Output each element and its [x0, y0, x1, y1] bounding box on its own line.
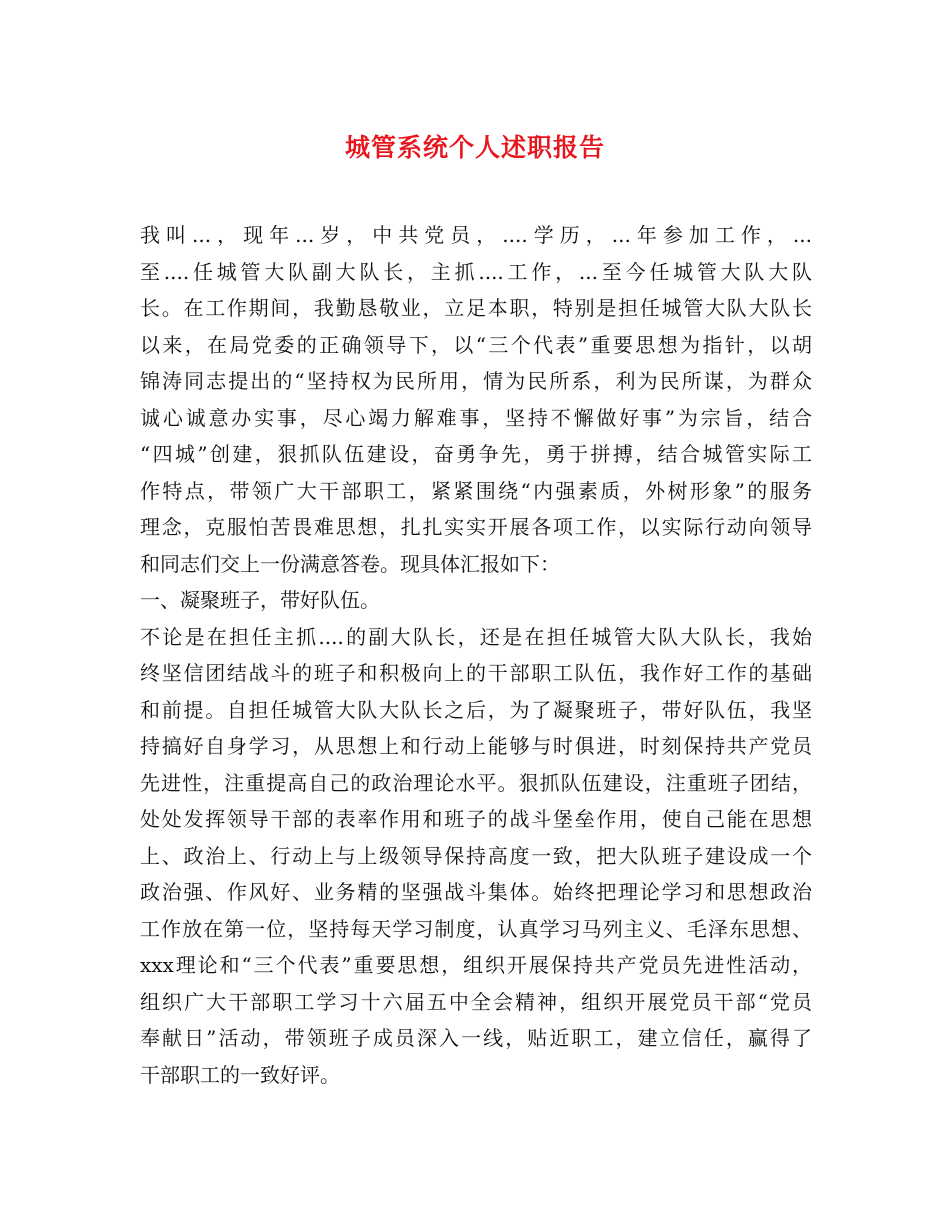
body-line: 先进性，注重提高自己的政治理论水平。狠抓队伍建设，注重班子团结，: [140, 770, 812, 795]
body-line: 和同志们交上一份满意答卷。现具体汇报如下：: [140, 551, 560, 576]
body-line: 一、凝聚班子，带好队伍。: [140, 588, 380, 612]
document-title: 城管系统个人述职报告: [344, 133, 605, 162]
body-line: 终坚信团结战斗的班子和积极向上的干部职工队伍，我作好工作的基础: [140, 661, 812, 685]
body-line: 干部职工的一致好评。: [140, 1062, 340, 1087]
body-line: 奉献日”活动，带领班子成员深入一线，贴近职工，建立信任，赢得了: [140, 1026, 812, 1050]
body-line: 政治强、作风好、业务精的坚强战斗集体。始终把理论学习和思想政治: [140, 880, 812, 904]
body-line: 持搞好自身学习，从思想上和行动上能够与时俱进，时刻保持共产党员: [140, 734, 812, 758]
body-line: xxx理论和“三个代表”重要思想，组织开展保持共产党员先进性活动，: [140, 953, 812, 977]
body-line: “四城”创建，狠抓队伍建设，奋勇争先，勇于拼搏，结合城管实际工: [140, 442, 812, 466]
body-line: 以来，在局党委的正确领导下，以“三个代表”重要思想为指针，以胡: [140, 332, 812, 357]
body-line: 至....任城管大队副大队长，主抓....工作，...至今任城管大队大队: [140, 259, 812, 284]
body-line: 上、政治上、行动上与上级领导保持高度一致，把大队班子建设成一个: [140, 843, 812, 868]
body-line: 组织广大干部职工学习十六届五中全会精神，组织开展党员干部“党员: [140, 989, 812, 1014]
body-line: 和前提。自担任城管大队大队长之后，为了凝聚班子，带好队伍，我坚: [140, 697, 812, 722]
body-line: 工作放在第一位，坚持每天学习制度，认真学习马列主义、毛泽东思想、: [140, 916, 812, 941]
body-line: 作特点，带领广大干部职工，紧紧围绕“内强素质，外树形象”的服务: [140, 478, 812, 503]
body-line: 处处发挥领导干部的表率作用和班子的战斗堡垒作用，使自己能在思想: [140, 807, 812, 831]
body-line: 理念，克服怕苦畏难思想，扎扎实实开展各项工作，以实际行动向领导: [140, 515, 812, 539]
body-line: 锦涛同志提出的“坚持权为民所用，情为民所系，利为民所谋，为群众: [140, 369, 812, 393]
body-line: 诚心诚意办实事，尽心竭力解难事，坚持不懈做好事”为宗旨，结合: [140, 405, 812, 430]
body-line: 我叫...，现年...岁，中共党员，....学历，...年参加工作，...: [140, 223, 812, 247]
body-line: 长。在工作期间，我勤恳敬业，立足本职，特别是担任城管大队大队长: [140, 296, 812, 320]
body-line: 不论是在担任主抓....的副大队长，还是在担任城管大队大队长，我始: [140, 624, 812, 649]
document-body: [140, 217, 812, 1093]
